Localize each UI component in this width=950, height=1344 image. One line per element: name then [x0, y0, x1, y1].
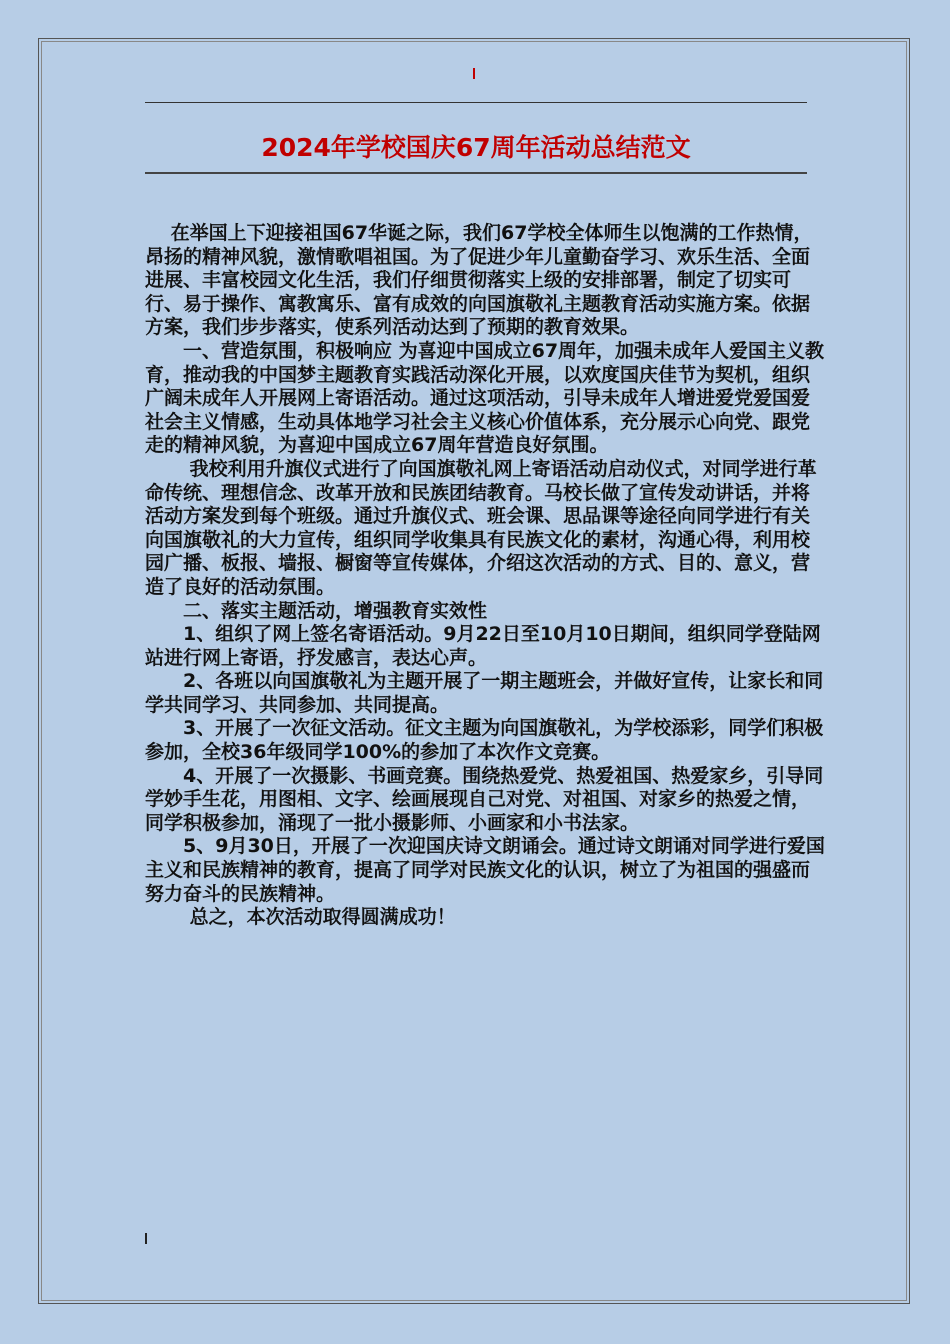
body-paragraph: 5、9月30日，开展了一次迎国庆诗文朗诵会。通过诗文朗诵对同学进行爱国主义和民族精神的教育，提高了同学对民族文化的认识，树立了为祖国的强盛而努力奋斗的民族精神。 — [145, 835, 825, 905]
body-paragraph: 在举国上下迎接祖国67华诞之际，我们67学校全体师生以饱满的工作热情，昂扬的精神风貌，激情歌唱祖国。为了促进少年儿童勤奋学习、欢乐生活、全面进展、丰富校园文化生活，我们仔细贯彻落实上级的安排部署，制定了切实可行、易于操作、寓教寓乐、富有成效的向国旗敬礼主题教育活动实施方案。依据方案，我们步步落实，使系列活动达到了预期的教育效果。 — [145, 222, 813, 339]
body-paragraph: 一、营造氛围，积极响应 为喜迎中国成立67周年，加强未成年人爱国主义教育，推动我的中国梦主题教育实践活动深化开展，以欢度国庆佳节为契机，组织广阔未成年人开展网上寄语活动。通过这项活动，引导未成年人增进爱党爱国爱社会主义情感，生动具体地学习社会主义核心价值体系，充分展示心向党、跟党走的精神风貌，为喜迎中国成立67周年营造良好氛围。 — [145, 339, 825, 457]
body-paragraph: 2、各班以向国旗敬礼为主题开展了一期主题班会，并做好宣传，让家长和同学共同学习、共同参加、共同提高。 — [145, 670, 824, 716]
body-paragraph: 我校利用升旗仪式进行了向国旗敬礼网上寄语活动启动仪式，对同学进行革命传统、理想信念、改革开放和民族团结教育。马校长做了宣传发动讲话，并将活动方案发到每个班级。通过升旗仪式、班会课、思品课等途径向同学进行有关向国旗敬礼的大力宣传，组织同学收集具有民族文化的素材，沟通心得，利用校园广播、板报、墙报、橱窗等宣传媒体，介绍这次活动的方式、目的、意义，营造了良好的活动氛围。 — [145, 457, 817, 598]
section-heading: 二、落实主题活动，增强教育实效性 — [145, 599, 488, 622]
header-mark — [473, 68, 475, 79]
body-paragraph: 4、开展了一次摄影、书画竞赛。围绕热爱党、热爱祖国、热爱家乡，引导同学妙手生花，用图相、文字、绘画展现自己对党、对祖国、对家乡的热爱之情，同学积极参加，涌现了一批小摄影师、小画家和小书法家。 — [145, 764, 824, 834]
document-body — [145, 222, 825, 930]
body-paragraph: 1、组织了网上签名寄语活动。9月22日至10月10日期间，组织同学登陆网站进行网上寄语，抒发感言，表达心声。 — [145, 623, 821, 669]
footer-mark — [145, 1233, 147, 1244]
document-title: 2024年学校国庆67周年活动总结范文 — [261, 133, 691, 162]
closing-paragraph: 总之，本次活动取得圆满成功！ — [145, 906, 456, 929]
header-rule — [145, 102, 807, 103]
title-rule — [145, 172, 807, 174]
body-paragraph: 3、开展了一次征文活动。征文主题为向国旗敬礼，为学校添彩，同学们积极参加，全校36年级同学100%的参加了本次作文竞赛。 — [145, 717, 824, 764]
